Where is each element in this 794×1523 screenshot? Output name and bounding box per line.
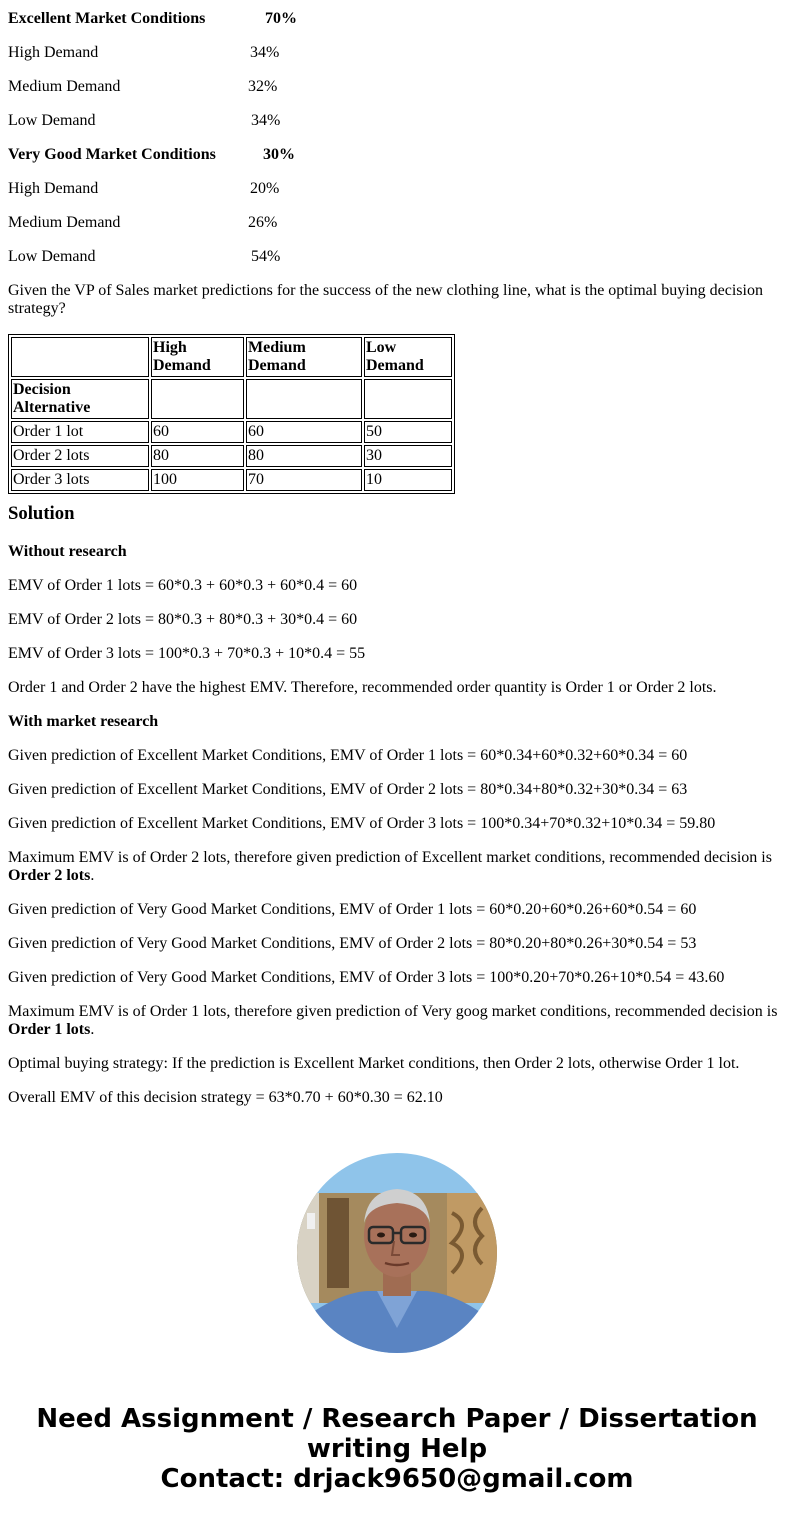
table-subheader-row [11, 379, 452, 419]
prediction-value-excellent: 70% [265, 10, 297, 27]
table-cell-empty [246, 379, 362, 419]
table-row [11, 469, 452, 491]
prediction-label-high: High Demand [8, 44, 99, 61]
excellent-conclusion: Maximum EMV is of Order 2 lots, therefore given prediction of Excellent market conditions, recommended decision is Order 2 lots. [8, 849, 772, 884]
table-cell: 30 [364, 445, 452, 467]
payoff-table [8, 334, 455, 494]
table-cell-empty [364, 379, 452, 419]
table-cell: 60 [246, 421, 362, 443]
prediction-value-medium: 32% [248, 78, 278, 95]
contact-banner [0, 1404, 794, 1494]
emv-line: EMV of Order 2 lots = 80*0.3 + 80*0.3 + 30*0.4 = 60 [8, 611, 358, 628]
table-cell: 50 [364, 421, 452, 443]
prediction-value-high: 34% [250, 44, 280, 61]
avatar-portrait-icon [297, 1153, 497, 1353]
banner-line: Need Assignment / Research Paper / Dissertation [36, 1404, 758, 1434]
prediction-label-medium-2: Medium Demand [8, 214, 121, 231]
table-header-row [11, 337, 452, 377]
table-header-empty [11, 337, 149, 377]
excellent-emv-line: Given prediction of Excellent Market Conditions, EMV of Order 3 lots = 100*0.34+70*0.32+10*0.34 = 59.80 [8, 815, 716, 832]
excellent-emv-line: Given prediction of Excellent Market Conditions, EMV of Order 2 lots = 80*0.34+80*0.32+30*0.34 = 63 [8, 781, 688, 798]
prediction-value-low-2: 54% [251, 248, 281, 265]
table-cell: Order 3 lots [11, 469, 149, 491]
prediction-label-verygood: Very Good Market Conditions [8, 146, 216, 163]
optimal-strategy: Optimal buying strategy: If the prediction is Excellent Market conditions, then Order 2 lots, otherwise Order 1 lot. [8, 1055, 740, 1072]
emv-line: EMV of Order 1 lots = 60*0.3 + 60*0.3 + 60*0.4 = 60 [8, 577, 358, 594]
verygood-emv-line: Given prediction of Very Good Market Conditions, EMV of Order 2 lots = 80*0.20+80*0.26+30*0.54 = 53 [8, 935, 697, 952]
prediction-label-high-2: High Demand [8, 180, 99, 197]
prediction-value-medium-2: 26% [248, 214, 278, 231]
prediction-value-low: 34% [251, 112, 281, 129]
verygood-emv-line: Given prediction of Very Good Market Conditions, EMV of Order 1 lots = 60*0.20+60*0.26+60*0.54 = 60 [8, 901, 697, 918]
table-row-header: Decision Alternative [11, 379, 149, 419]
table-cell: 70 [246, 469, 362, 491]
table-cell: Order 2 lots [11, 445, 149, 467]
prediction-value-verygood: 30% [263, 146, 295, 163]
question-text: Given the VP of Sales market predictions for the success of the new clothing line, what is the optimal buying decision strategy? [8, 282, 763, 317]
excellent-emv-line: Given prediction of Excellent Market Conditions, EMV of Order 1 lots = 60*0.34+60*0.32+60*0.34 = 60 [8, 747, 688, 764]
verygood-emv-line: Given prediction of Very Good Market Conditions, EMV of Order 3 lots = 100*0.20+70*0.26+10*0.54 = 43.60 [8, 969, 725, 986]
table-row [11, 421, 452, 443]
solution-heading: Solution [8, 503, 75, 524]
overall-emv: Overall EMV of this decision strategy = 63*0.70 + 60*0.30 = 62.10 [8, 1089, 443, 1106]
table-cell-empty [151, 379, 244, 419]
prediction-label-low: Low Demand [8, 112, 96, 129]
verygood-conclusion: Maximum EMV is of Order 1 lots, therefore given prediction of Very goog market conditions, recommended decision is Order 1 lots. [8, 1003, 778, 1038]
table-cell: 80 [246, 445, 362, 467]
avatar [297, 1153, 497, 1353]
table-cell: 100 [151, 469, 244, 491]
prediction-label-excellent: Excellent Market Conditions [8, 10, 206, 27]
prediction-label-medium: Medium Demand [8, 78, 121, 95]
prediction-value-high-2: 20% [250, 180, 280, 197]
banner-line: writing Help [306, 1434, 488, 1464]
with-research-heading: With market research [8, 713, 159, 730]
prediction-label-low-2: Low Demand [8, 248, 96, 265]
table-header-low: Low Demand [364, 337, 452, 377]
table-cell: 60 [151, 421, 244, 443]
table-cell: 10 [364, 469, 452, 491]
banner-contact: Contact: drjack9650@gmail.com [160, 1464, 634, 1494]
without-research-conclusion: Order 1 and Order 2 have the highest EMV. Therefore, recommended order quantity is Order 1 or Order 2 lots. [8, 679, 717, 696]
without-research-heading: Without research [8, 543, 127, 560]
table-header-high: High Demand [151, 337, 244, 377]
table-header-medium: Medium Demand [246, 337, 362, 377]
table-cell: 80 [151, 445, 244, 467]
table-cell: Order 1 lot [11, 421, 149, 443]
table-row [11, 445, 452, 467]
emv-line: EMV of Order 3 lots = 100*0.3 + 70*0.3 + 10*0.4 = 55 [8, 645, 366, 662]
